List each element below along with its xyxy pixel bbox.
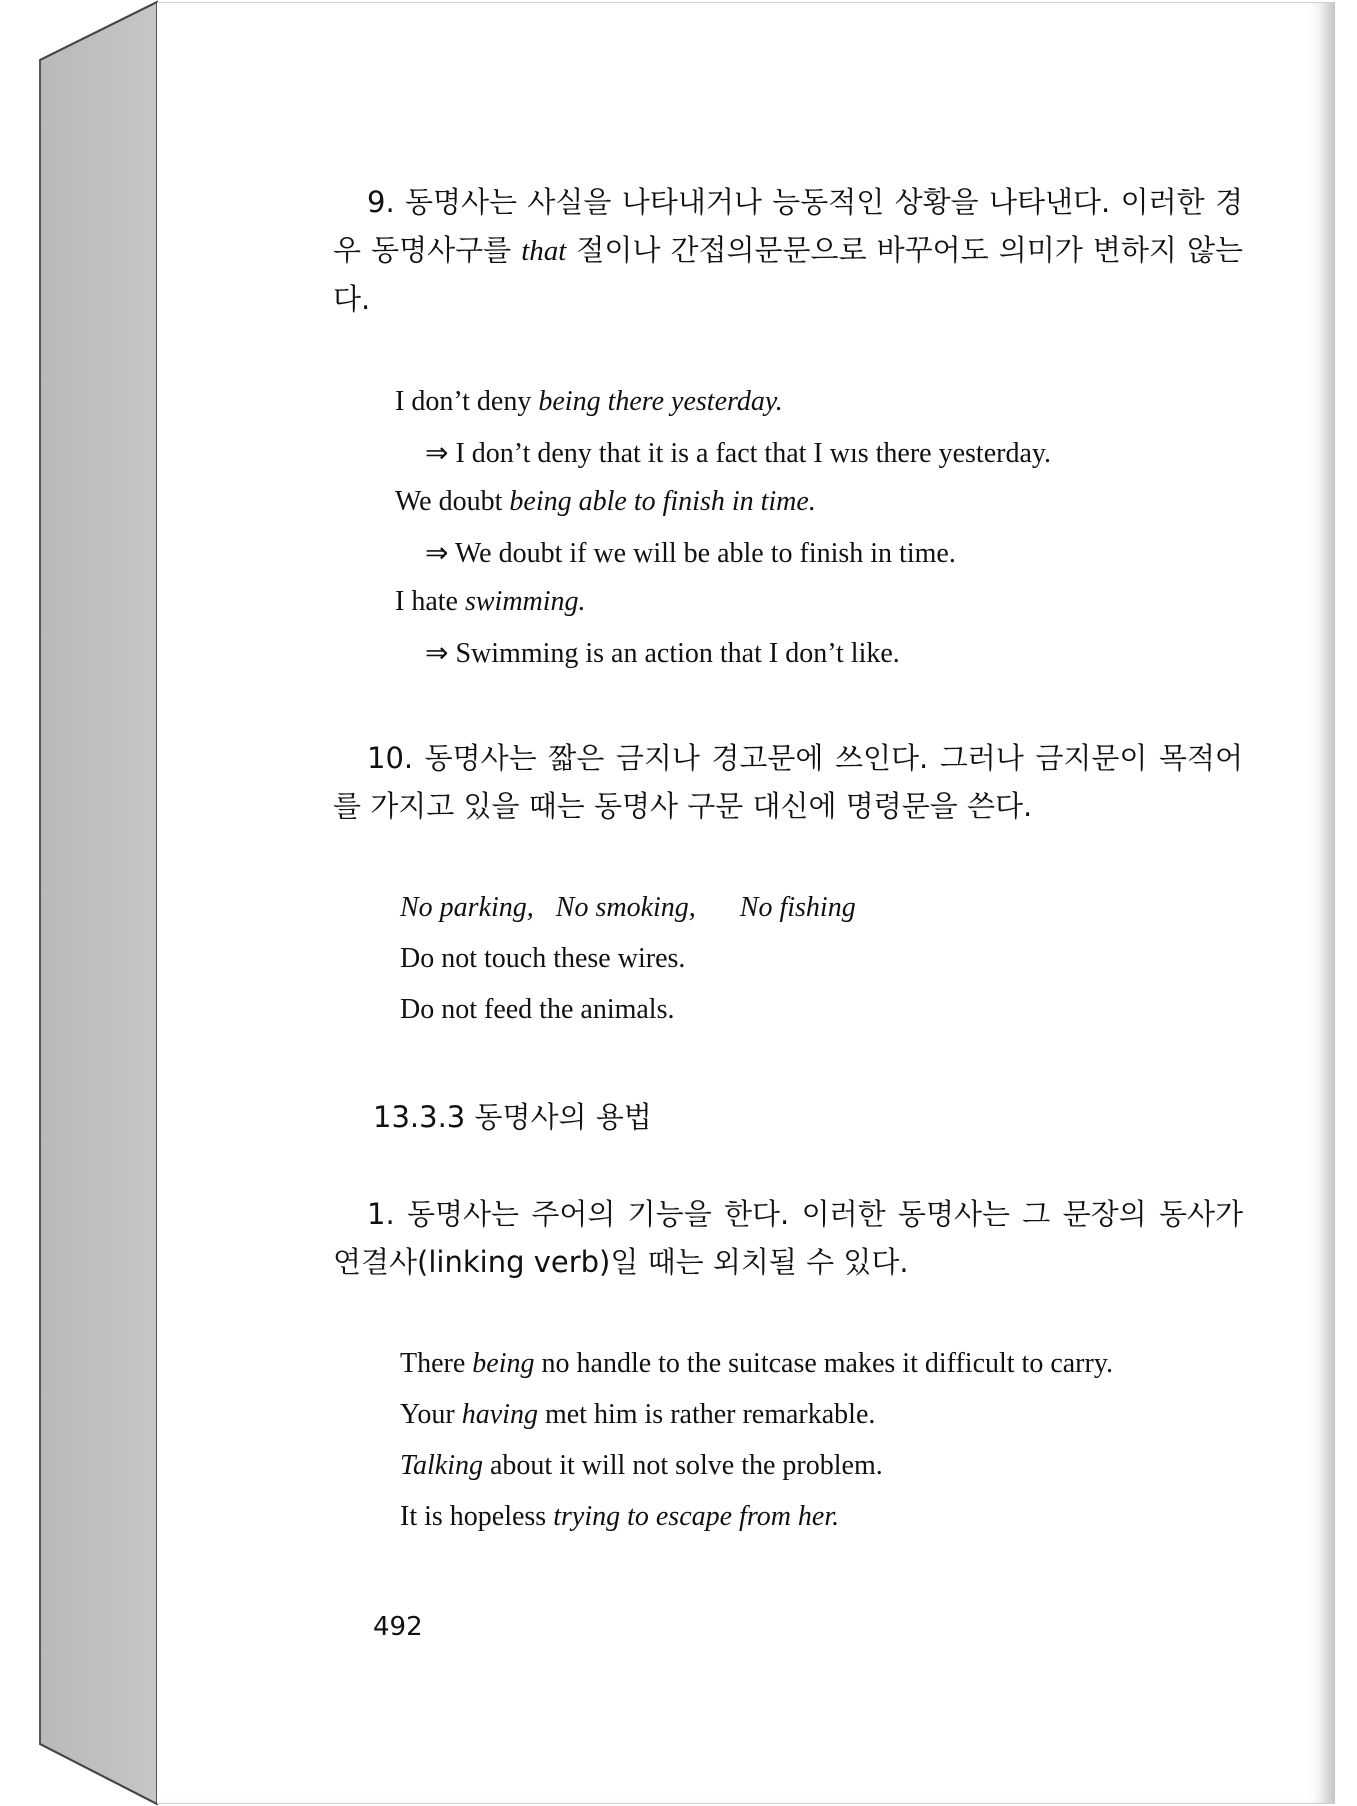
paragraph-item-9 [333,178,1243,323]
section-title: 13.3.3 동명사의 용법 [373,1100,652,1134]
example-line: I hate swimming. [395,586,586,617]
paragraph-item-10: 10. 동명사는 짧은 금지나 경고문에 쓰인다. 그러나 금지문이 목적어를 가지고 있을 때는 동명사 구문 대신에 명령문을 쓴다. [333,741,1243,823]
sign-no-parking: No parking, [400,892,534,923]
item-9-text-b: 절이나 간접의문문으로 바꾸어도 의미가 변하지 않는다. [333,233,1243,316]
example-line: Do not feed the animals. [400,994,675,1025]
page-number: 492 [373,1612,423,1642]
example-line: There being no handle to the suitcase makes it difficult to carry. [400,1348,1114,1379]
example-arrow-line: ⇒ I don’t deny that it is a fact that I wıs there yesterday. [425,438,1052,469]
item-9-text-a: 9. 동명사는 사실을 나타내거나 능동적인 상황을 나타낸다. 이러한 경우 동명사구를 [333,185,1243,267]
example-arrow-line: ⇒ Swimming is an action that I don’t like. [425,638,900,669]
example-arrow-line: ⇒ We doubt if we will be able to finish in time. [425,538,956,569]
example-line: Your having met him is rather remarkable. [400,1399,876,1430]
example-line: I don’t deny being there yesterday. [395,386,783,417]
sign-no-smoking: No smoking, [555,892,696,923]
example-line: Talking about it will not solve the problem. [400,1450,883,1481]
sign-examples [400,892,856,924]
example-line: We doubt being able to finish in time. [395,486,816,517]
example-line: Do not touch these wires. [400,943,686,974]
item-9-italic: that [521,235,567,267]
sign-no-fishing: No fishing [739,892,856,923]
example-line: It is hopeless trying to escape from her. [400,1501,840,1532]
paragraph-item-1: 1. 동명사는 주어의 기능을 한다. 이러한 동명사는 그 문장의 동사가 연결사(linking verb)일 때는 외치될 수 있다. [333,1197,1243,1279]
